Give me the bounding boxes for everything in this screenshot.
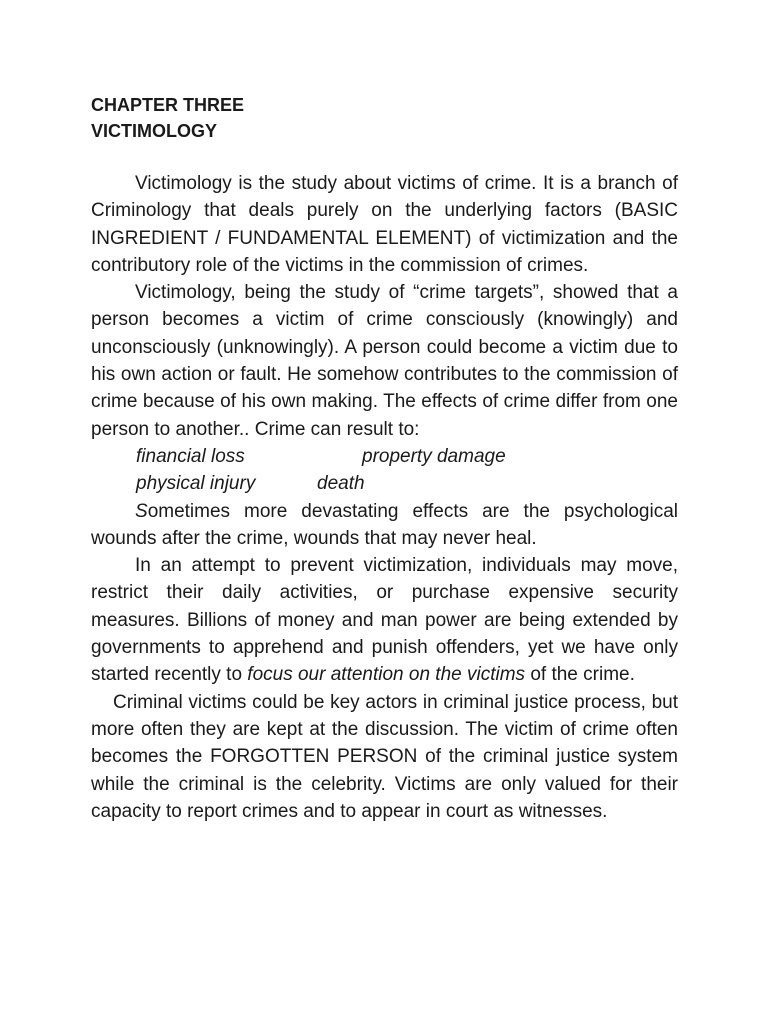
emphasized-phrase: focus our attention on the victims <box>247 664 526 686</box>
paragraph-definition: Victimology is the study about victims of crime. It is a branch of Criminology that deals purely on the underlying factors (BASIC INGREDIENT / FUNDAMENTAL ELEMENT) of victimization and the contributory role of the victims in the commission of crimes. <box>91 173 678 276</box>
chapter-number: CHAPTER THREE <box>91 95 245 115</box>
paragraph-psychological-wounds <box>91 498 678 553</box>
document-page <box>91 92 678 825</box>
paragraph-prevention <box>91 552 678 688</box>
effect-item: financial loss <box>136 445 245 467</box>
chapter-title: VICTIMOLOGY <box>91 121 217 141</box>
paragraph-text: In an attempt to prevent victimization, individuals may move, restrict their daily activities, or purchase expensive security measures. Billions of money and man power are being extended by governments to apprehend and punish offenders, yet we have only started recently to <box>91 555 678 686</box>
paragraph-forgotten-person: Criminal victims could be key actors in criminal justice process, but more often they are kept at the discussion. The victim of crime often becomes the FORGOTTEN PERSON of the criminal justice system while the criminal is the celebrity. Victims are only valued for their capacity to report crimes and to appear in court as witnesses. <box>91 691 678 822</box>
paragraph-text: of the crime. <box>525 664 635 686</box>
spacer <box>91 144 678 170</box>
italic-initial: S <box>135 500 148 522</box>
effect-item: property damage <box>362 445 506 467</box>
effects-row <box>91 443 678 470</box>
paragraph-text: ometimes more devastating effects are the psychological wounds after the crime, wounds that may never heal. <box>91 500 678 549</box>
effects-row <box>91 470 678 497</box>
effect-item: physical injury <box>136 473 256 495</box>
paragraph-crime-targets: Victimology, being the study of “crime targets”, showed that a person becomes a victim of crime consciously (knowingly) and unconsciously (unknowingly). A person could become a victim due to his own action or fault. He somehow contributes to the commission of crime because of his own making. The effects of crime differ from one person to another.. Crime can result to: <box>91 282 678 440</box>
effect-item: death <box>317 473 365 495</box>
